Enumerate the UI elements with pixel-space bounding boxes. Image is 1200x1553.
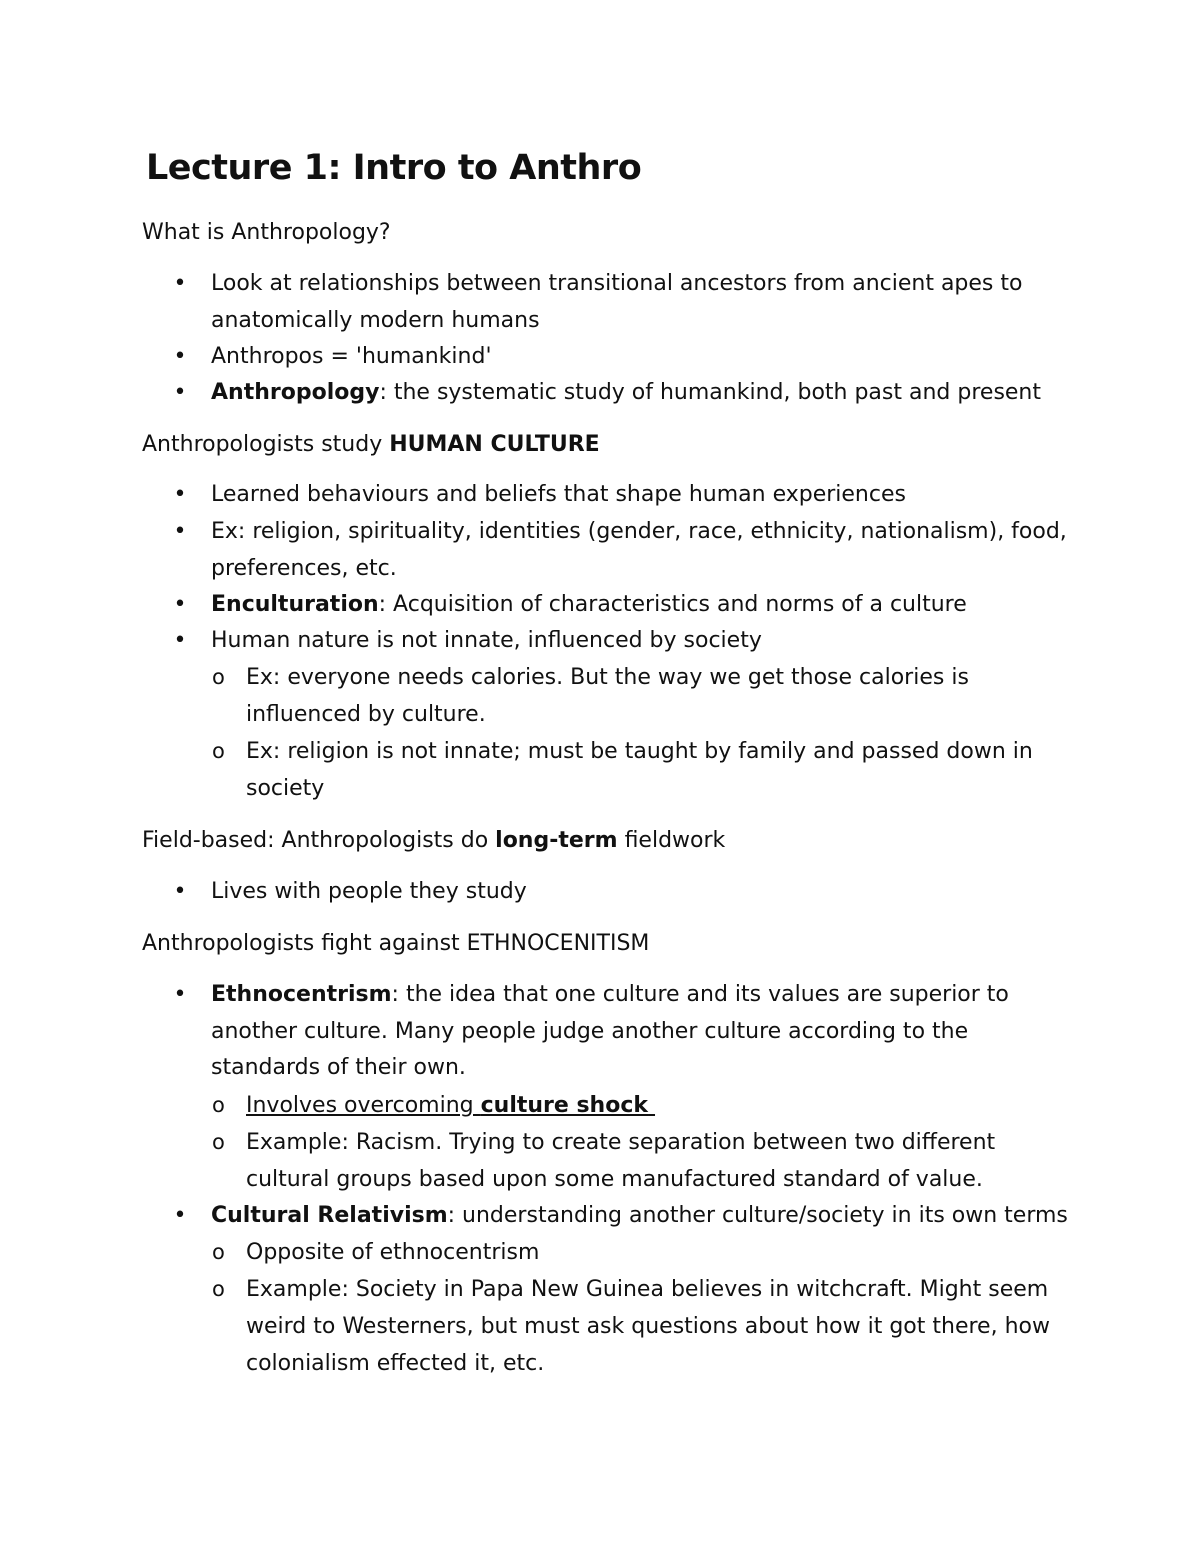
bullet-marker: • xyxy=(173,982,187,1007)
term-cultural-relativism: Cultural Relativism xyxy=(211,1203,448,1228)
heading-bold: long-term xyxy=(495,828,618,853)
sub-list-item xyxy=(212,1087,1086,1124)
list-item xyxy=(173,375,1091,412)
sub-list-item-text: Example: Racism. Trying to create separation between two different cultural groups based upon some manufactured standard of value. xyxy=(246,1130,996,1192)
list-item-text: : Acquisition of characteristics and norms of a culture xyxy=(378,592,967,617)
list-item-text: : the systematic study of humankind, both past and present xyxy=(379,380,1042,405)
sub-bullet-marker: o xyxy=(212,1130,225,1154)
list-item xyxy=(173,477,1091,514)
heading-what-is: What is Anthropology? xyxy=(142,220,391,245)
heading-text: Anthropologists study xyxy=(142,432,390,457)
list-item-text: Anthropos = 'humankind' xyxy=(211,344,492,369)
list-item xyxy=(173,874,1091,911)
sub-list-item xyxy=(212,659,1086,733)
sub-list-item xyxy=(212,733,1086,807)
heading-human-culture xyxy=(142,426,600,463)
list-item xyxy=(173,623,1091,660)
sub-list-item-text: Ex: religion is not innate; must be taught by family and passed down in society xyxy=(246,739,1033,801)
sub-list-item-text: Example: Society in Papa New Guinea believes in witchcraft. Might seem weird to Westerners, but must ask questions about how it got there, how colonialism effected it, etc. xyxy=(246,1277,1050,1376)
sub-list-item-text: Opposite of ethnocentrism xyxy=(246,1240,540,1265)
heading-text: Field-based: Anthropologists do xyxy=(142,828,496,853)
list-item-text: Look at relationships between transitional ancestors from ancient apes to anatomically modern humans xyxy=(211,271,1023,333)
term-culture-shock: culture shock xyxy=(480,1093,649,1118)
list-item xyxy=(173,339,1091,376)
sub-bullet-marker: o xyxy=(212,1240,225,1264)
underlined-text: Involves overcoming xyxy=(246,1093,481,1118)
list-item-text: : the idea that one culture and its values are superior to another culture. Many people judge another culture according to the standards of their own. xyxy=(211,982,1009,1080)
term-enculturation: Enculturation xyxy=(211,592,379,617)
page-title: Lecture 1: Intro to Anthro xyxy=(146,148,642,188)
bullet-marker: • xyxy=(173,519,187,544)
sub-bullet-marker: o xyxy=(212,1093,225,1117)
sub-list-item-text: Ex: everyone needs calories. But the way we get those calories is influenced by culture. xyxy=(246,665,969,727)
list-item-text: : understanding another culture/society in its own terms xyxy=(447,1203,1068,1228)
sub-bullet-marker: o xyxy=(212,665,225,689)
bullet-marker: • xyxy=(173,879,187,904)
sub-list-item xyxy=(212,1234,1086,1271)
sub-bullet-marker: o xyxy=(212,739,225,763)
bullet-marker: • xyxy=(173,482,187,507)
list-item xyxy=(173,1198,1111,1235)
bullet-marker: • xyxy=(173,592,187,617)
bullet-marker: • xyxy=(173,1203,187,1228)
heading-bold: HUMAN CULTURE xyxy=(389,432,600,457)
term-ethnocentrism: Ethnocentrism xyxy=(211,982,392,1007)
bullet-marker: • xyxy=(173,380,187,405)
heading-text: fieldwork xyxy=(617,828,726,853)
list-item xyxy=(173,977,1011,1087)
sub-list-item xyxy=(212,1271,1086,1382)
list-item-text: Learned behaviours and beliefs that shape human experiences xyxy=(211,482,906,507)
sub-bullet-marker: o xyxy=(212,1277,225,1301)
term-anthropology: Anthropology xyxy=(211,380,380,405)
sub-list-item-text xyxy=(246,1093,655,1118)
bullet-marker: • xyxy=(173,271,187,296)
list-item-text: Lives with people they study xyxy=(211,879,527,904)
sub-list-item xyxy=(212,1124,1036,1198)
list-item-text: Human nature is not innate, influenced by society xyxy=(211,628,762,653)
list-item-text: Ex: religion, spirituality, identities (gender, race, ethnicity, nationalism), food, preferences, etc. xyxy=(211,519,1067,581)
bullet-marker: • xyxy=(173,628,187,653)
heading-field-based xyxy=(142,822,725,859)
list-item xyxy=(173,266,1091,339)
list-item xyxy=(173,587,1091,624)
bullet-marker: • xyxy=(173,344,187,369)
list-item xyxy=(173,514,1091,587)
heading-ethnocentrism: Anthropologists fight against ETHNOCENITISM xyxy=(142,931,650,956)
